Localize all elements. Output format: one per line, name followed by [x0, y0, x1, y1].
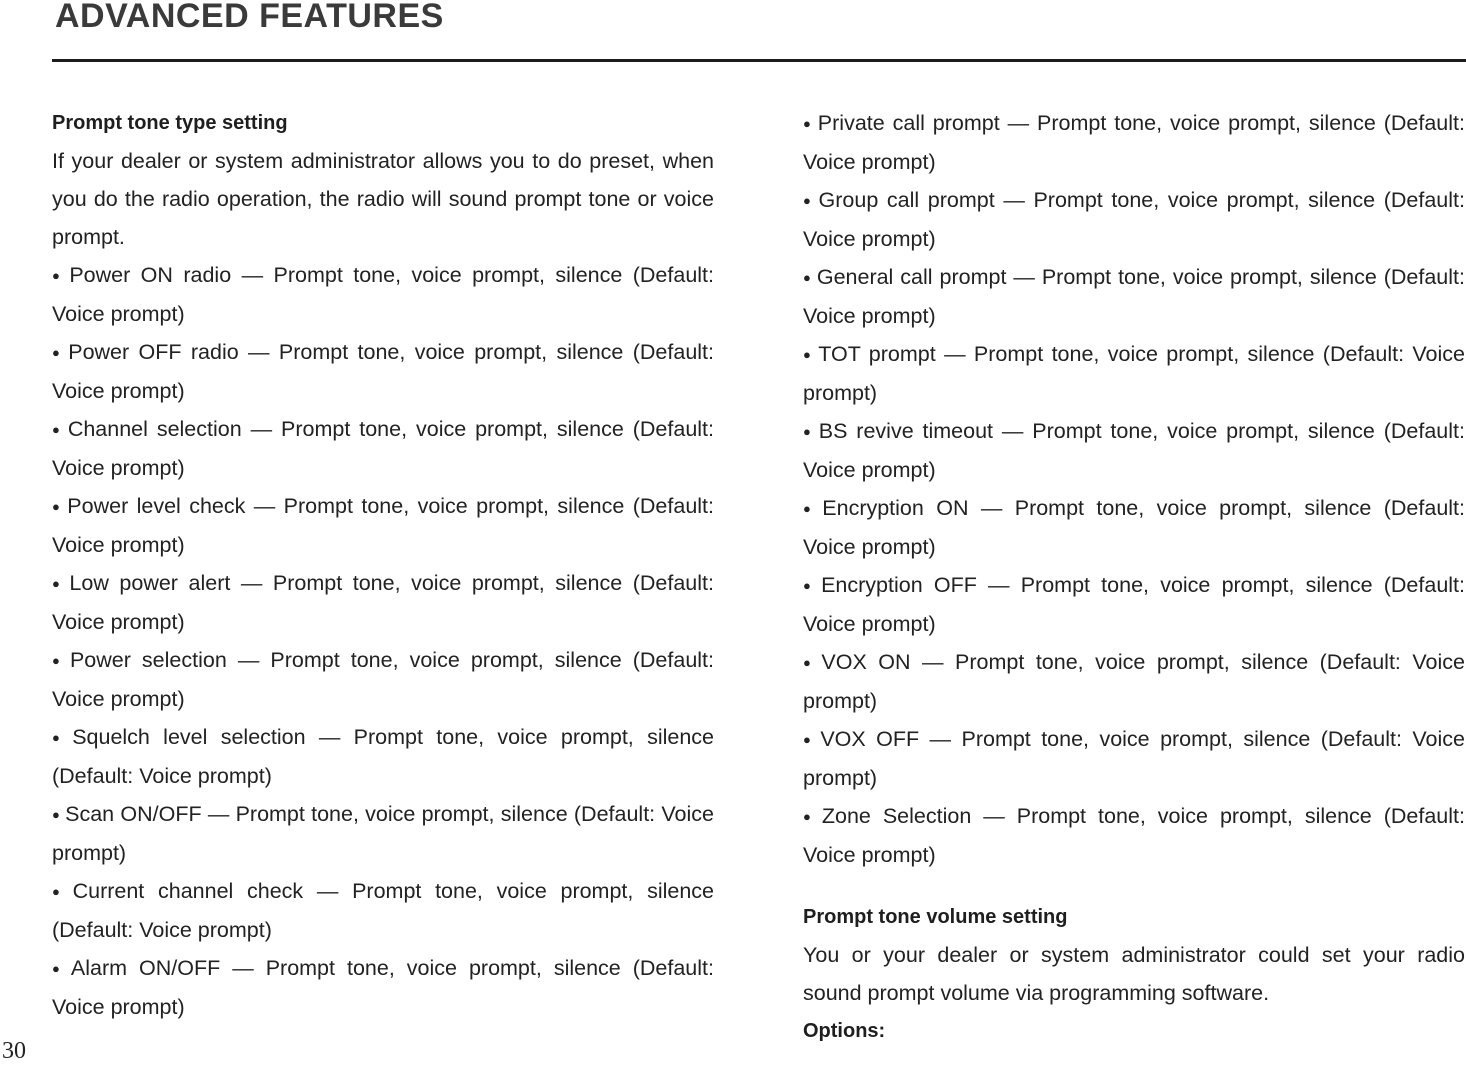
list-item-text: Encryption ON — Prompt tone, voice prompt, silence (Default: Voice prompt) — [803, 496, 1465, 559]
list-item-text: TOT prompt — Prompt tone, voice prompt, silence (Default: Voice prompt) — [803, 342, 1465, 405]
list-item — [52, 564, 714, 641]
list-item — [52, 641, 714, 718]
list-item-text: VOX ON — Prompt tone, voice prompt, silence (Default: Voice prompt) — [803, 650, 1466, 713]
bullet-icon: ● — [803, 347, 814, 362]
left-column — [52, 104, 714, 1026]
list-item — [803, 335, 1465, 412]
bullet-icon: ● — [52, 807, 61, 822]
list-item — [52, 256, 714, 333]
page-title: ADVANCED FEATURES — [55, 0, 444, 35]
list-item — [803, 412, 1465, 489]
bullet-icon: ● — [803, 116, 813, 131]
list-item-text: BS revive timeout — Prompt tone, voice prompt, silence (Default: Voice prompt) — [803, 419, 1465, 482]
list-item-text: VOX OFF — Prompt tone, voice prompt, silence (Default: Voice prompt) — [803, 727, 1466, 790]
list-item — [52, 410, 714, 487]
bullet-icon: ● — [803, 578, 817, 593]
list-item — [803, 643, 1465, 720]
prompt-tone-volume-text: You or your dealer or system administrator could set your radio sound prompt volume via programming software. — [803, 943, 1465, 1005]
bullet-icon: ● — [803, 424, 814, 439]
list-item — [52, 487, 714, 564]
list-item-text: General call prompt — Prompt tone, voice prompt, silence (Default: Voice prompt) — [803, 265, 1465, 328]
bullet-icon: ● — [52, 422, 63, 437]
right-column — [803, 104, 1465, 1050]
list-item-text: Power ON radio — Prompt tone, voice prompt, silence (Default: Voice prompt) — [52, 263, 714, 326]
list-item-text: Low power alert — Prompt tone, voice prompt, silence (Default: Voice prompt) — [52, 571, 714, 634]
section-spacer — [803, 874, 1465, 898]
prompt-tone-type-intro: If your dealer or system administrator allows you to do preset, when you do the radio operation, the radio will sound prompt tone or voice prompt. — [52, 149, 714, 249]
list-item — [803, 489, 1465, 566]
list-item-text: Group call prompt — Prompt tone, voice prompt, silence (Default: Voice prompt) — [803, 188, 1465, 251]
bullet-icon: ● — [803, 270, 812, 285]
list-item — [52, 795, 714, 872]
page-number: 30 — [2, 1038, 26, 1064]
options-label: Options: — [803, 1020, 886, 1042]
bullet-icon: ● — [52, 345, 64, 360]
bullet-icon: ● — [52, 884, 68, 899]
list-item — [52, 333, 714, 410]
bullet-icon: ● — [803, 809, 817, 824]
prompt-tone-type-heading: Prompt tone type setting — [52, 112, 288, 134]
list-item — [803, 720, 1465, 797]
header-divider — [52, 59, 1466, 62]
bullet-icon: ● — [52, 961, 66, 976]
list-item-text: Channel selection — Prompt tone, voice prompt, silence (Default: Voice prompt) — [52, 417, 715, 480]
list-item — [52, 718, 714, 795]
bullet-icon: ● — [52, 653, 65, 668]
list-item-text: Alarm ON/OFF — Prompt tone, voice prompt, silence (Default: Voice prompt) — [52, 956, 714, 1019]
list-item-text: Encryption OFF — Prompt tone, voice prompt, silence (Default: Voice prompt) — [803, 573, 1466, 636]
list-item — [52, 949, 714, 1026]
list-item — [803, 104, 1465, 181]
prompt-tone-volume-heading: Prompt tone volume setting — [803, 906, 1068, 928]
bullet-icon: ● — [52, 268, 65, 283]
list-item-text: Private call prompt — Prompt tone, voice prompt, silence (Default: Voice prompt) — [803, 111, 1465, 174]
right-feature-list — [803, 104, 1465, 874]
list-item-text: Current channel check — Prompt tone, voice prompt, silence (Default: Voice prompt) — [52, 879, 715, 942]
list-item — [803, 181, 1465, 258]
bullet-icon: ● — [803, 501, 818, 516]
list-item-text: Power selection — Prompt tone, voice prompt, silence (Default: Voice prompt) — [52, 648, 714, 711]
list-item-text: Scan ON/OFF — Prompt tone, voice prompt, silence (Default: Voice prompt) — [52, 802, 714, 865]
list-item — [803, 566, 1465, 643]
bullet-icon: ● — [803, 732, 816, 747]
list-item — [52, 872, 714, 949]
list-item-text: Power level check — Prompt tone, voice prompt, silence (Default: Voice prompt) — [52, 494, 714, 557]
bullet-icon: ● — [803, 655, 817, 670]
bullet-icon: ● — [803, 193, 814, 208]
bullet-icon: ● — [52, 576, 65, 591]
list-item-text: Power OFF radio — Prompt tone, voice prompt, silence (Default: Voice prompt) — [52, 340, 714, 403]
list-item-text: Zone Selection — Prompt tone, voice prompt, silence (Default: Voice prompt) — [803, 804, 1465, 867]
list-item — [803, 797, 1465, 874]
bullet-icon: ● — [52, 499, 63, 514]
bullet-icon: ● — [52, 730, 68, 745]
list-item — [803, 258, 1465, 335]
left-feature-list — [52, 256, 714, 1026]
list-item-text: Squelch level selection — Prompt tone, voice prompt, silence (Default: Voice prompt) — [52, 725, 714, 788]
